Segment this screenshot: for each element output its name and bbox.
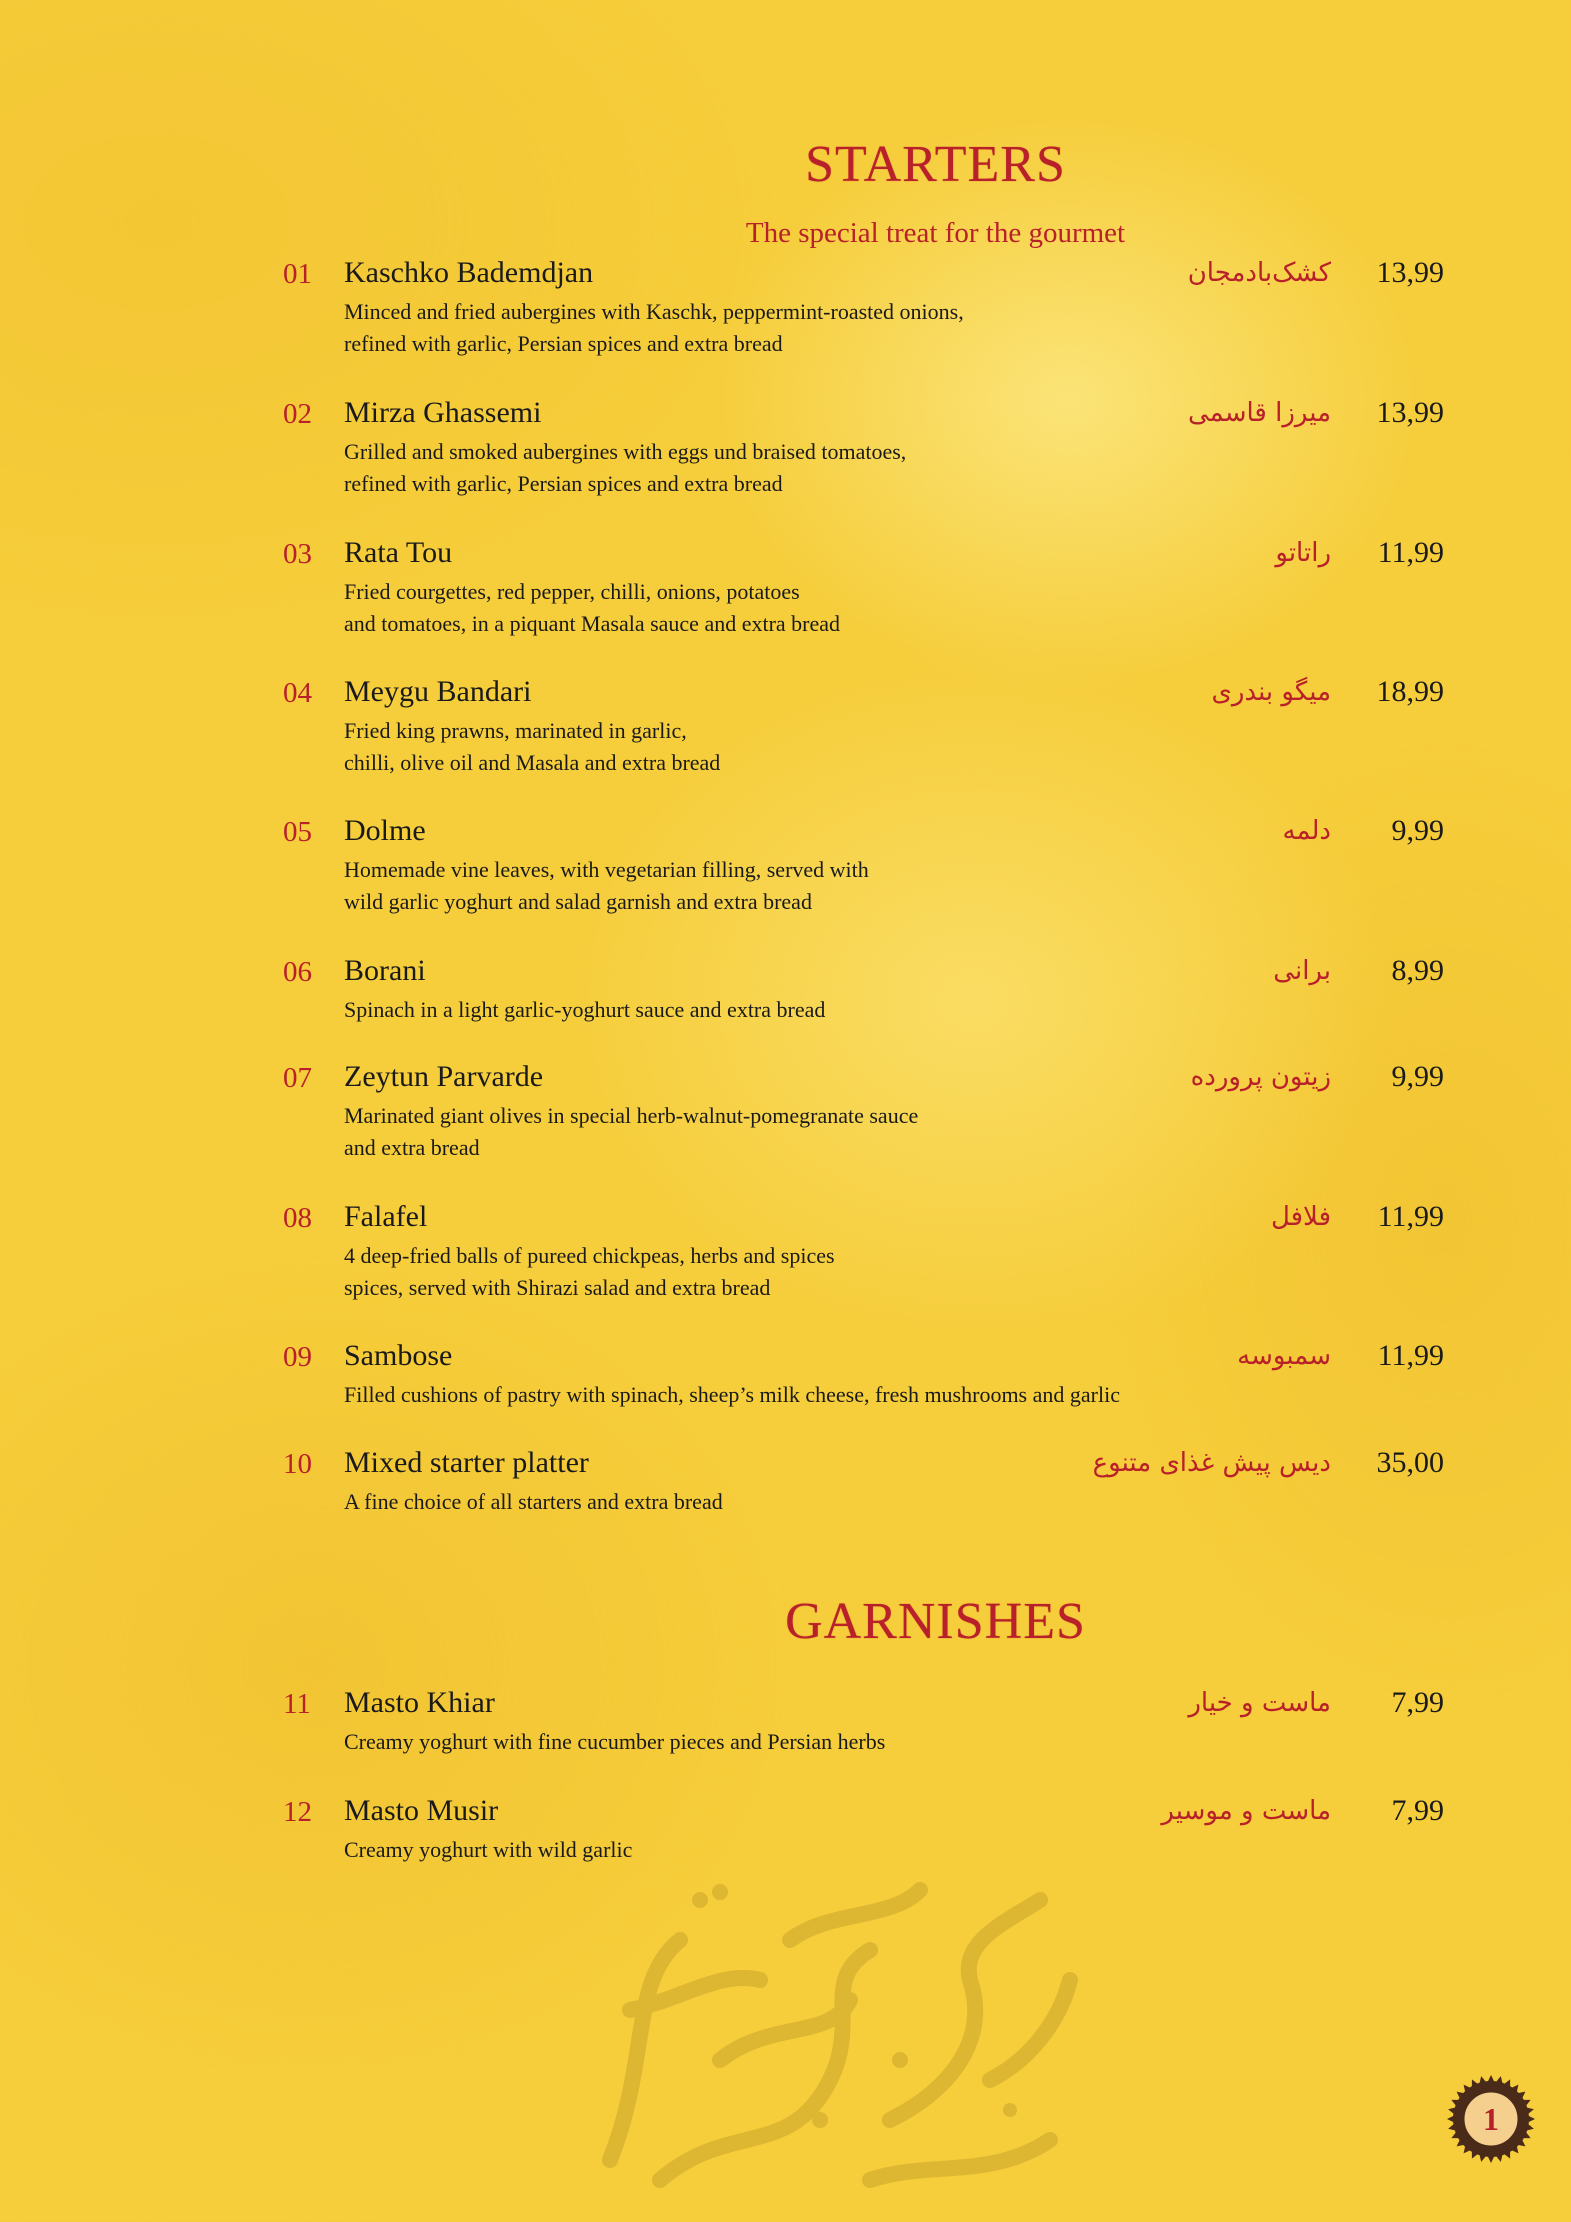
item-farsi-name: میرزا قاسمی <box>1188 398 1331 428</box>
item-name: Dolme <box>344 814 426 847</box>
item-farsi-name: کشک‌بادمجان <box>1187 258 1331 288</box>
menu-item <box>0 956 1571 1066</box>
starters-subtitle: The special treat for the gourmet <box>745 217 1126 249</box>
menu-item <box>0 1202 1571 1312</box>
item-price: 9,99 <box>1391 814 1444 847</box>
item-farsi-name: دلمه <box>1282 816 1331 846</box>
item-description: Fried courgettes, red pepper, chilli, onions, potatoes and tomatoes, in a piquant Masala sauce and extra bread <box>344 579 841 636</box>
item-farsi-name: زیتون پرورده <box>1190 1062 1331 1092</box>
menu-item <box>0 1448 1571 1558</box>
item-number: 10 <box>283 1448 312 1480</box>
item-price: 11,99 <box>1377 536 1444 569</box>
item-name: Kaschko Bademdjan <box>344 256 594 289</box>
item-price: 11,99 <box>1377 1339 1444 1372</box>
menu-item <box>0 1341 1571 1451</box>
item-name: Mirza Ghassemi <box>344 396 542 429</box>
item-name: Borani <box>344 954 426 987</box>
item-number: 07 <box>283 1062 312 1094</box>
page-number: 1 <box>1483 2101 1499 2137</box>
item-price: 13,99 <box>1376 256 1444 289</box>
menu-item <box>0 1688 1571 1798</box>
item-price: 35,00 <box>1376 1446 1444 1479</box>
item-number: 04 <box>283 677 312 709</box>
item-price: 13,99 <box>1376 396 1444 429</box>
item-description: Minced and fried aubergines with Kaschk, peppermint-roasted onions, refined with garlic, Persian spices and extra bread <box>344 299 964 356</box>
item-price: 7,99 <box>1391 1686 1444 1719</box>
item-name: Rata Tou <box>344 536 453 569</box>
item-name: Masto Khiar <box>344 1686 495 1719</box>
menu-item <box>0 398 1571 508</box>
item-farsi-name: ماست و خیار <box>1188 1688 1331 1718</box>
item-price: 11,99 <box>1377 1200 1444 1233</box>
menu-item <box>0 538 1571 648</box>
item-number: 02 <box>283 398 312 430</box>
item-farsi-name: سمبوسه <box>1237 1341 1331 1371</box>
item-number: 08 <box>283 1202 312 1234</box>
item-number: 03 <box>283 538 312 570</box>
item-farsi-name: برانی <box>1273 956 1331 986</box>
item-name: Sambose <box>344 1339 453 1372</box>
item-description: Spinach in a light garlic-yoghurt sauce and extra bread <box>344 997 826 1022</box>
menu-item <box>0 258 1571 368</box>
item-description: A fine choice of all starters and extra bread <box>344 1489 723 1514</box>
item-name: Falafel <box>344 1200 428 1233</box>
starters-title: STARTERS <box>805 136 1066 193</box>
item-price: 9,99 <box>1391 1060 1444 1093</box>
item-farsi-name: فلافل <box>1270 1202 1331 1232</box>
item-farsi-name: میگو بندری <box>1211 677 1331 707</box>
item-name: Meygu Bandari <box>344 675 532 708</box>
item-name: Zeytun Parvarde <box>344 1060 544 1093</box>
item-description: Grilled and smoked aubergines with eggs und braised tomatoes, refined with garlic, Persian spices and extra bread <box>344 439 907 496</box>
item-number: 06 <box>283 956 312 988</box>
item-farsi-name: ماست و موسیر <box>1161 1796 1331 1826</box>
item-price: 18,99 <box>1376 675 1444 708</box>
item-farsi-name: راتاتو <box>1275 538 1331 568</box>
item-number: 05 <box>283 816 312 848</box>
garnishes-title: GARNISHES <box>785 1593 1086 1650</box>
item-price: 7,99 <box>1391 1794 1444 1827</box>
item-description: 4 deep-fried balls of pureed chickpeas, herbs and spices spices, served with Shirazi salad and extra bread <box>344 1243 835 1300</box>
item-name: Mixed starter platter <box>344 1446 589 1479</box>
item-number: 11 <box>283 1688 311 1720</box>
menu-item <box>0 1062 1571 1172</box>
item-name: Masto Musir <box>344 1794 499 1827</box>
calligraphy-watermark <box>570 1860 1090 2220</box>
item-description: Fried king prawns, marinated in garlic, chilli, olive oil and Masala and extra bread <box>344 718 721 775</box>
item-description: Marinated giant olives in special herb-walnut-pomegranate sauce and extra bread <box>344 1103 919 1160</box>
item-description: Filled cushions of pastry with spinach, sheep’s milk cheese, fresh mushrooms and garlic <box>344 1382 1120 1407</box>
item-number: 09 <box>283 1341 312 1373</box>
item-number: 01 <box>283 258 312 290</box>
menu-item <box>0 816 1571 926</box>
item-number: 12 <box>283 1796 312 1828</box>
item-price: 8,99 <box>1391 954 1444 987</box>
item-farsi-name: دیس پیش غذای متنوع <box>1092 1448 1331 1478</box>
menu-item <box>0 677 1571 787</box>
item-description: Homemade vine leaves, with vegetarian filling, served with wild garlic yoghurt and salad garnish and extra bread <box>344 857 869 914</box>
item-description: Creamy yoghurt with fine cucumber pieces and Persian herbs <box>344 1729 886 1754</box>
item-description: Creamy yoghurt with wild garlic <box>344 1837 633 1862</box>
